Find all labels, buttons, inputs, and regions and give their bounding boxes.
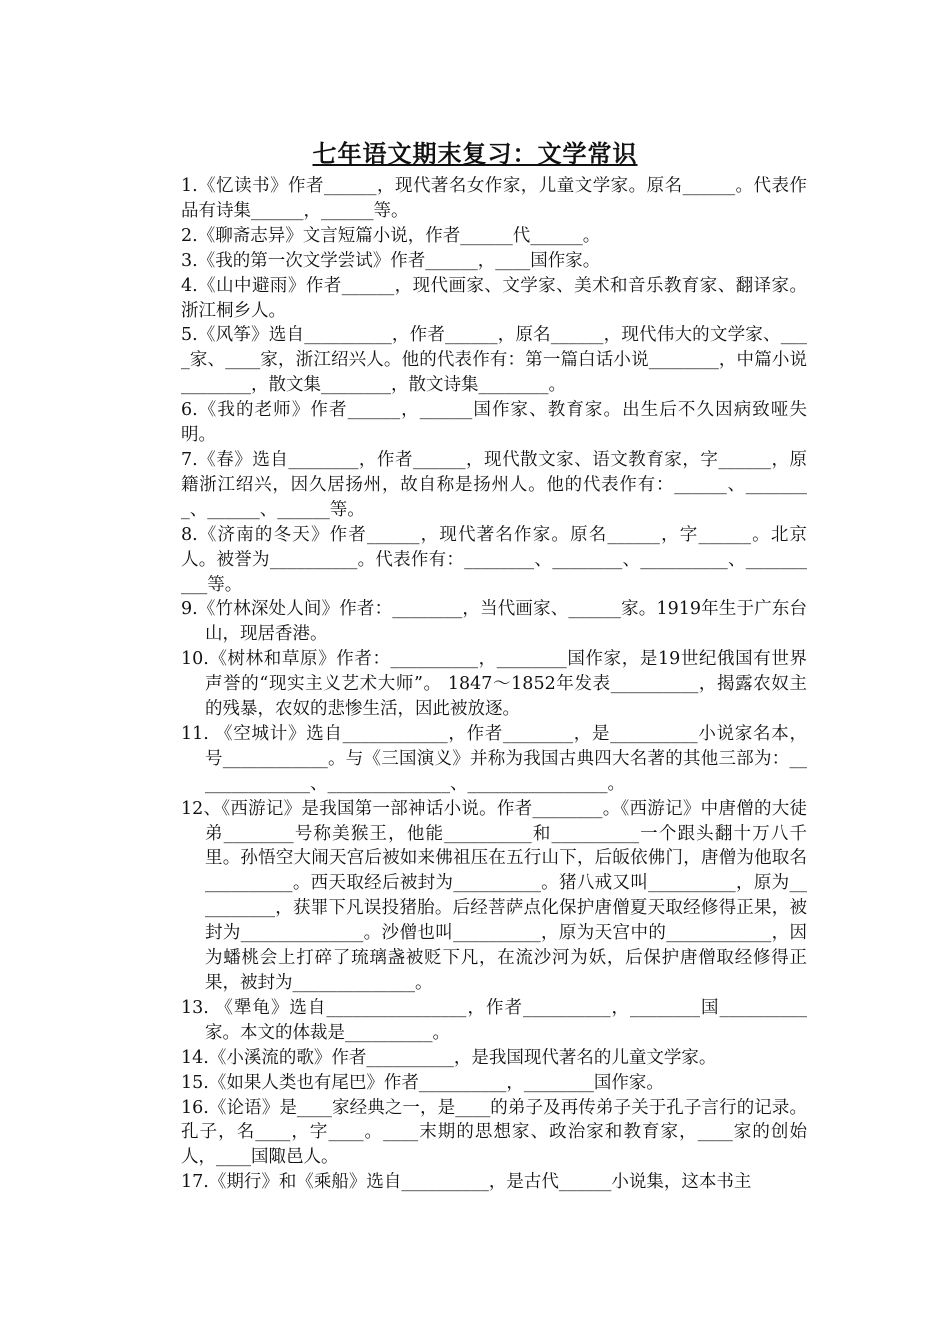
question-item: 14.《小溪流的歌》作者__________，是我国现代著名的儿童文学家。 [181, 1047, 717, 1068]
question-item: 13. 《犟龟》选自________________，作者__________，________国__________家。本文的体裁是__________。 [181, 997, 807, 1043]
question-item: 2.《聊斋志异》文言短篇小说，作者______代______。 [181, 225, 601, 246]
question-item: 12、《西游记》是我国第一部神话小说。作者________。《西游记》中唐僧的大徒弟________号称美猴王，他能__________和__________一个跟头翻十万八千里。孙悟空大闹天宫后被如来佛祖压在五行山下，后皈依佛门，唐僧为他取名__________。西天取经后被封为__________。猪八戒又叫__________，原为__________，获罪下凡误投猪胎。后经菩萨点化保护唐僧夏天取经修得正果，被封为______________。沙僧也叫__________，原为天宫中的____________，因为蟠桃会上打碎了琉璃盏被贬下凡，在流沙河为妖，后保护唐僧取经修得正果，被封为______________。 [181, 798, 807, 993]
question-item: 11. 《空城计》选自____________，作者________，是__________小说家名本，号____________。与《三国演义》并称为我国古典四大名著的其他三部为：______________、______________、________________。 [181, 723, 807, 794]
question-item: 15.《如果人类也有尾巴》作者__________，________国作家。 [181, 1072, 664, 1093]
question-item: 17.《期行》和《乘船》选自__________，是古代______小说集，这本书主 [181, 1172, 752, 1193]
question-item: 6.《我的老师》作者______，______国作家、教育家。出生后不久因病致哑失明。 [181, 400, 807, 446]
question-item: 16.《论语》是____家经典之一，是____的弟子及再传弟子关于孔子言行的记录。孔子，名____，字____。____末期的思想家、政治家和教育家，____家的创始人，____国陬邑人。 [181, 1097, 807, 1168]
question-item: 5.《风筝》选自__________，作者______，原名______，现代伟大的文学家、____家、____家，浙江绍兴人。他的代表作有：第一篇白话小说________，中篇小说________，散文集________，散文诗集________。 [181, 325, 807, 396]
question-item: 4.《山中避雨》作者______，现代画家、文学家、美术和音乐教育家、翻译家。浙江桐乡人。 [181, 275, 807, 321]
question-item: 10.《树林和草原》作者：__________，________国作家，是19世纪俄国有世界声誉的“现实主义艺术大师”。 1847～1852年发表__________，揭露农奴主的残暴，农奴的悲惨生活，因此被放逐。 [181, 649, 807, 720]
question-item: 8.《济南的冬天》作者______，现代著名作家。原名______，字______。北京人。被誉为__________。代表作有：________、________、__________、__________等。 [181, 524, 807, 595]
document-title: 七年语文期末复习：文学常识 [312, 139, 638, 168]
question-item: 7.《春》选自________，作者______，现代散文家、语文教育家，字______，原籍浙江绍兴，因久居扬州，故自称是扬州人。他的代表作有：______、________、______、______等。 [181, 449, 807, 520]
question-item: 3.《我的第一次文学尝试》作者______，____国作家。 [181, 250, 601, 271]
document-body [181, 174, 807, 1195]
question-item: 9.《竹林深处人间》作者：________，当代画家、______家。1919年生于广东台山，现居香港。 [181, 599, 807, 645]
question-item: 1.《忆读书》作者______，现代著名女作家，儿童文学家。原名______。代表作品有诗集______，______等。 [181, 176, 807, 221]
